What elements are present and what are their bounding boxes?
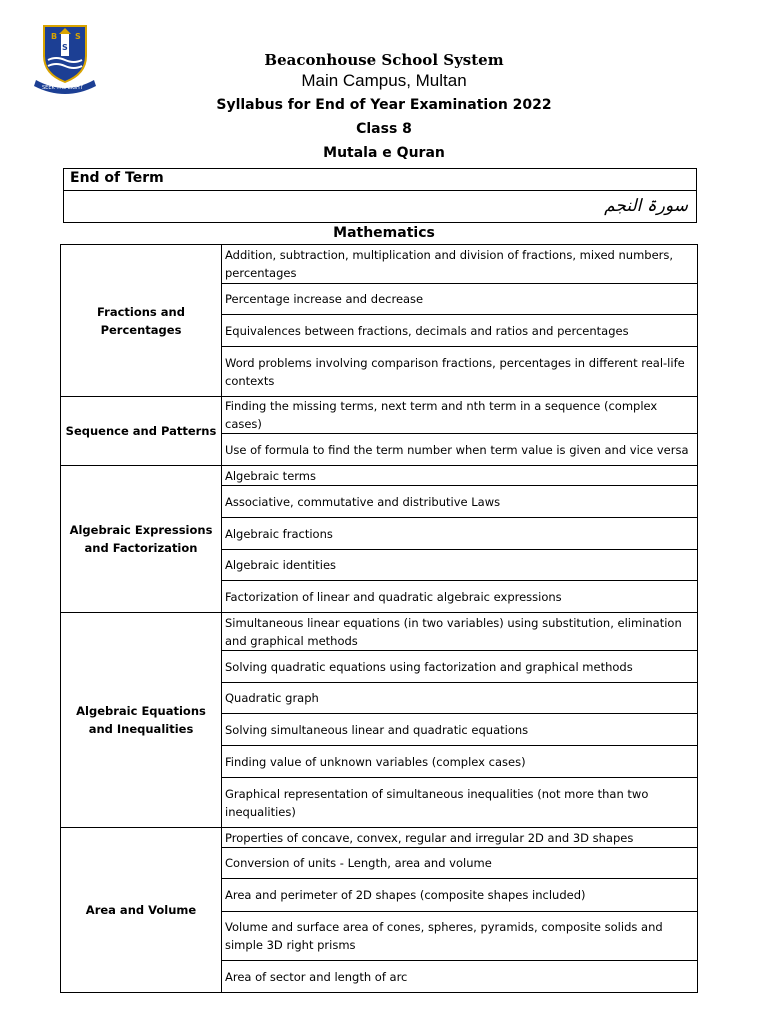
syllabus-item: Word problems involving comparison fractions, percentages in different real-life contexts — [222, 347, 698, 397]
syllabus-title: Syllabus for End of Year Examination 2022 — [216, 97, 552, 113]
syllabus-item: Finding the missing terms, next term and nth term in a sequence (complex cases) — [222, 397, 698, 434]
table-row — [61, 828, 698, 848]
syllabus-item: Solving quadratic equations using factorization and graphical methods — [222, 651, 698, 683]
topic-sequence-patterns: Sequence and Patterns — [61, 397, 222, 466]
topic-algebraic-equations: Algebraic Equations and Inequalities — [61, 613, 222, 828]
logo-letter-right: S — [75, 32, 81, 41]
syllabus-item: Algebraic fractions — [222, 518, 698, 550]
syllabus-item: Conversion of units - Length, area and volume — [222, 848, 698, 879]
logo-letter-left: B — [51, 32, 58, 41]
syllabus-item: Graphical representation of simultaneous inequalities (not more than two inequalities) — [222, 778, 698, 828]
math-subject-title: Mathematics — [333, 225, 435, 241]
math-syllabus-table — [60, 244, 698, 993]
quran-table — [63, 168, 697, 223]
syllabus-item: Simultaneous linear equations (in two variables) using substitution, elimination and graphical methods — [222, 613, 698, 651]
logo-motto: SEEK THE LIGHT — [42, 85, 83, 91]
class-label: Class 8 — [356, 121, 412, 137]
school-name: Beaconhouse School System — [264, 51, 504, 69]
end-of-term-label: End of Term — [70, 170, 164, 186]
syllabus-item: Properties of concave, convex, regular and irregular 2D and 3D shapes — [222, 828, 698, 848]
syllabus-item: Associative, commutative and distributive Laws — [222, 486, 698, 518]
topic-area-volume: Area and Volume — [61, 828, 222, 993]
syllabus-item: Factorization of linear and quadratic algebraic expressions — [222, 581, 698, 613]
syllabus-item: Addition, subtraction, multiplication and division of fractions, mixed numbers, percentages — [222, 245, 698, 284]
table-row — [61, 397, 698, 434]
syllabus-item: Area of sector and length of arc — [222, 961, 698, 993]
logo-letter-center: S — [62, 43, 68, 52]
syllabus-item: Use of formula to find the term number when term value is given and vice versa — [222, 434, 698, 466]
syllabus-item: Percentage increase and decrease — [222, 284, 698, 315]
quran-content: سورۃ النجم — [604, 196, 688, 216]
table-row — [61, 245, 698, 284]
topic-algebraic-expressions: Algebraic Expressions and Factorization — [61, 466, 222, 613]
table-row — [61, 466, 698, 486]
syllabus-item: Area and perimeter of 2D shapes (composite shapes included) — [222, 879, 698, 912]
syllabus-item: Algebraic identities — [222, 550, 698, 581]
topic-fractions-percentages: Fractions and Percentages — [61, 245, 222, 397]
campus-name: Main Campus, Multan — [301, 71, 467, 90]
syllabus-item: Solving simultaneous linear and quadratic equations — [222, 714, 698, 746]
quran-table-header — [64, 169, 696, 191]
syllabus-item: Finding value of unknown variables (complex cases) — [222, 746, 698, 778]
syllabus-item: Equivalences between fractions, decimals and ratios and percentages — [222, 315, 698, 347]
quran-subject-title: Mutala e Quran — [323, 145, 445, 161]
syllabus-item: Algebraic terms — [222, 466, 698, 486]
syllabus-item: Quadratic graph — [222, 683, 698, 714]
syllabus-item: Volume and surface area of cones, spheres, pyramids, composite solids and simple 3D right prisms — [222, 912, 698, 961]
table-row — [61, 613, 698, 651]
